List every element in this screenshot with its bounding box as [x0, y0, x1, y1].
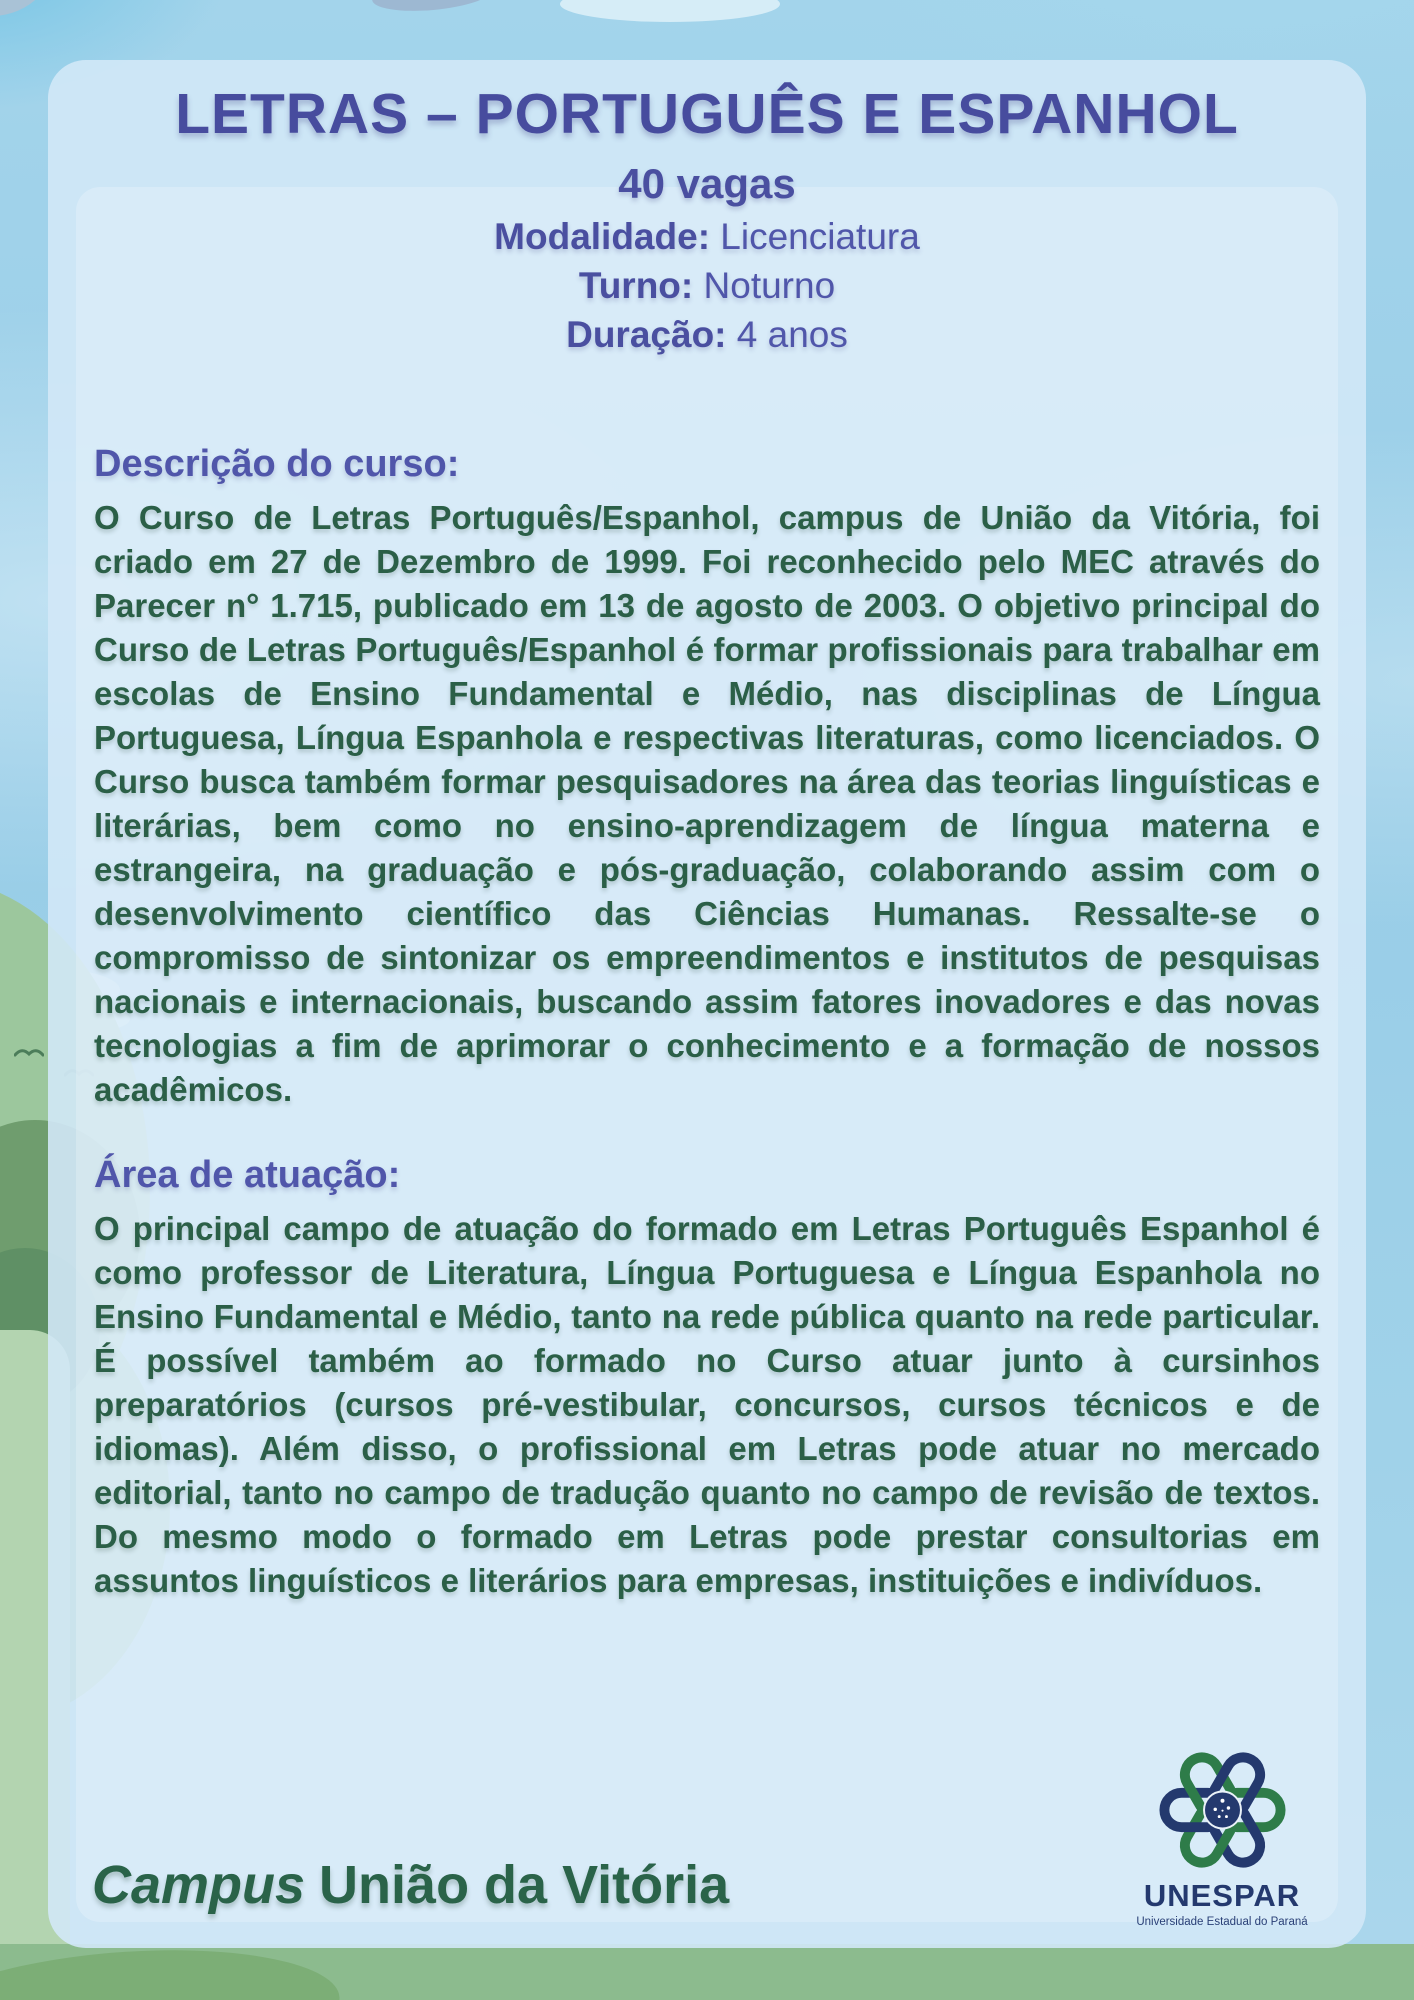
- unespar-wordmark: UNESPAR: [1143, 1878, 1301, 1913]
- description-text: O Curso de Letras Português/Espanhol, campus de União da Vitória, foi criado em 27 de Dezembro de 1999. Foi reconhecido pelo MEC através do Parecer n° 1.715, publicado em 13 de agosto de 2003. O objetivo principal do Curso de Letras Português/Espanhol é formar profissionais para trabalhar em escolas de Ensino Fundamental e Médio, nas disciplinas de Língua Portuguesa, Língua Espanhola e respectivas literaturas, como licenciados. O Curso busca também formar pesquisadores na área das teorias linguísticas e literárias, bem como no ensino-aprendizagem de língua materna e estrangeira, na graduação e pós-graduação, colaborando assim com o desenvolvimento científico das Ciências Humanas. Ressalte-se o compromisso de sintonizar os empreendimentos e institutos de pesquisas nacionais e internacionais, buscando assim fatores inovadores e das novas tecnologias a fim de aprimorar o conhecimento e a formação de nossos acadêmicos.: [94, 499, 1320, 1109]
- vacancies-count: 40 vagas: [618, 159, 796, 207]
- cloud-icon: [560, 0, 780, 22]
- info-label: Duração:: [566, 313, 727, 355]
- section-heading-description: Descrição do curso:: [94, 443, 460, 486]
- bird-icon: [14, 1046, 44, 1060]
- campus-word: Campus: [92, 1855, 306, 1915]
- info-label: Modalidade:: [494, 215, 711, 257]
- info-line-duracao: [94, 310, 1320, 359]
- section-description: [94, 443, 1320, 1112]
- area-text: O principal campo de atuação do formado em Letras Português Espanhol é como professor de Literatura, Língua Portuguesa e Língua Espanhola no Ensino Fundamental e Médio, tanto na rede pública quanto na rede particular. É possível também ao formado no Curso atuar junto à cursinhos preparatórios (cursos pré-vestibular, concursos, cursos técnicos e de idiomas). Além disso, o profissional em Letras pode atuar no mercado editorial, tanto no campo de tradução quanto no campo de revisão de textos. Do mesmo modo o formado em Letras pode prestar consultorias em assuntos linguísticos e literários para empresas, instituições e indivíduos.: [94, 1210, 1320, 1600]
- info-label: Turno:: [578, 264, 694, 306]
- info-value: 4 anos: [736, 313, 848, 355]
- content-card: [48, 60, 1366, 1948]
- course-title: LETRAS – PORTUGUÊS E ESPANHOL: [175, 82, 1239, 146]
- campus-name: União da Vitória: [319, 1855, 730, 1915]
- section-heading-area: Área de atuação:: [94, 1154, 401, 1197]
- section-area: [94, 1154, 1320, 1603]
- campus-line: [92, 1854, 729, 1916]
- info-value: Licenciatura: [720, 215, 920, 257]
- info-line-modalidade: [94, 212, 1320, 261]
- info-line-turno: [94, 261, 1320, 310]
- course-info: [94, 212, 1320, 360]
- info-value: Noturno: [703, 264, 836, 306]
- unespar-logo-icon: [1155, 1744, 1290, 1876]
- river-icon: [371, 0, 493, 15]
- unespar-logo: [1112, 1744, 1332, 1928]
- card-content: [48, 60, 1366, 1603]
- unespar-subtitle: Universidade Estadual do Paraná: [1136, 1916, 1308, 1928]
